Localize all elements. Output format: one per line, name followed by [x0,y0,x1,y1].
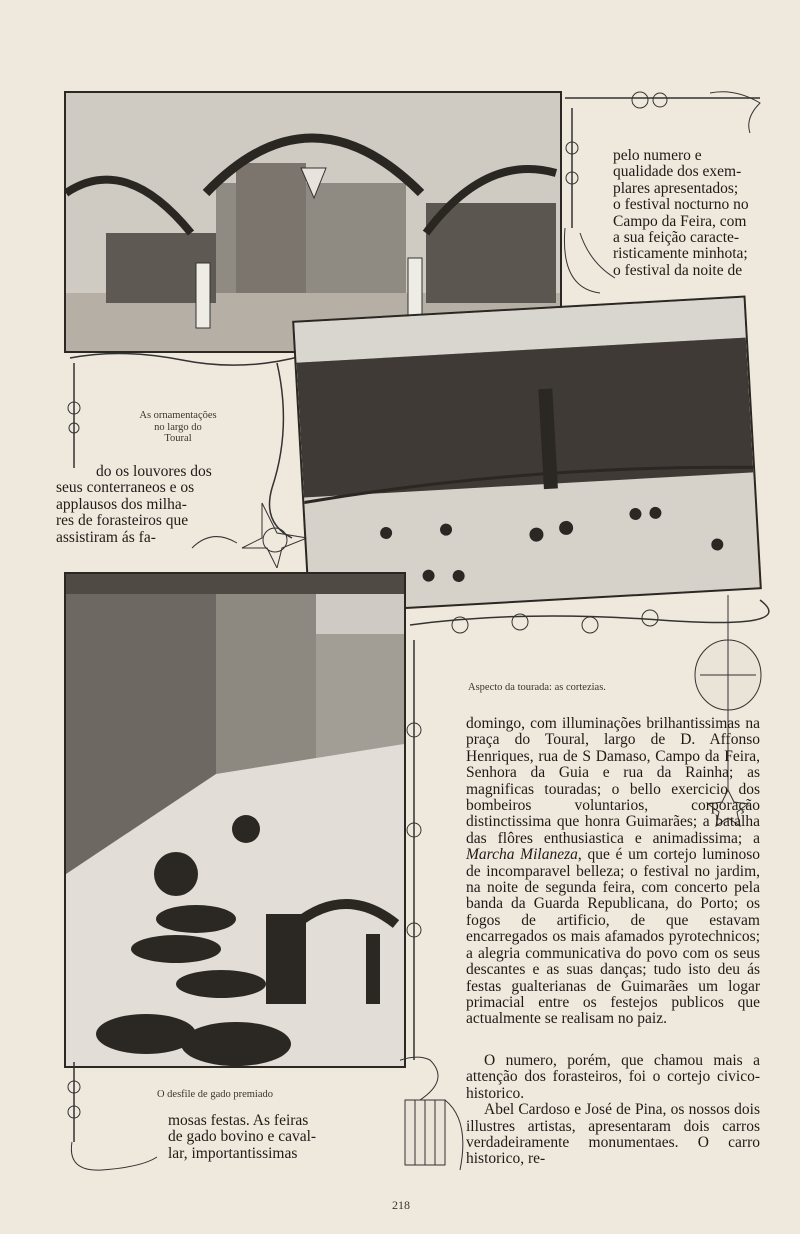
text-line: o festival nocturno no [613,196,749,214]
text-line: applausos dos milha- [56,495,187,513]
page-number: 218 [392,1198,410,1212]
text-line: o festival da noite de [613,261,743,279]
text-block-bottom-left [168,1113,338,1162]
article-body-continued [466,1053,760,1168]
text-line: a sua feição caracte- [613,229,740,247]
text-line: seus conterraneos e os [56,479,195,497]
caption-gado [130,1089,300,1101]
text-line: Campo da Feira, com [613,212,747,230]
text-line: res de forasteiros que [56,512,189,530]
text-run: , que é um cortejo luminoso de incomparavel belleza; o festival no jardim, na noite de segunda feira, com concerto pela banda da Guarda Republicana, do Porto; os fogos de artificio, de que estavam encarregados os mais afamados pyrotechnicos; a alegria communicativa do povo com os seus descantes e as suas danças; tudo isto deu ás festas gualterianas de Guimarães um logar primacial entre os festejos publicos que actualmente se realisam no paiz. [466,846,760,1028]
text-italic: Marcha Milaneza [466,846,578,864]
caption-text: O desfile de gado premiado [156,1089,274,1100]
paragraph: Abel Cardoso e José de Pina, os nossos dois illustres artistas, apresentaram dois carros verdadeiramente monumentaes. O carro historico, re- [466,1101,760,1168]
text-run: domingo, com illuminações brilhantissimas na praça do Toural, largo de D. Affonso Henriques, rua de S Damaso, Campo da Feira, Senhora da Guia e rua da Rainha; as magnificas touradas; o bello exercicio dos bombeiros voluntarios, corporação distinctissima que honra Guimarães; a batalha das flôres enthusiastica e animadissima; a [466,715,760,847]
text-line: mosas festas. As feiras [168,1112,309,1129]
caption-line: no largo do [154,421,202,433]
photo-tourada [292,296,762,615]
photo-desfile-gado [64,572,406,1068]
text-line: de gado bovino e caval- [168,1128,317,1146]
text-line: plares apresentados; [613,179,739,197]
caption-line: As ornamentações [139,410,217,421]
paragraph: O numero, porém, que chamou mais a attenção dos forasteiros, foi o cortejo civico-historico. [466,1052,760,1102]
text-line: risticamente minhota; [613,245,748,263]
text-block-top-right [613,148,763,279]
article-body [466,716,760,1028]
caption-tourada [468,682,678,694]
floral-ornament [62,1062,172,1177]
text-block-mid-left [56,464,252,546]
paragraph [466,716,760,1028]
text-line: do os louvores dos [96,463,212,480]
caption-text: Aspecto da tourada: as cortezias. [468,682,606,693]
text-line: lar, importantissimas [168,1144,298,1162]
text-line: pelo numero e [613,147,702,164]
text-line: qualidade dos exem- [613,163,742,181]
caption-line: Toural [164,433,192,444]
caption-toural [118,410,238,445]
text-line: assistiram ás fa- [56,528,156,546]
